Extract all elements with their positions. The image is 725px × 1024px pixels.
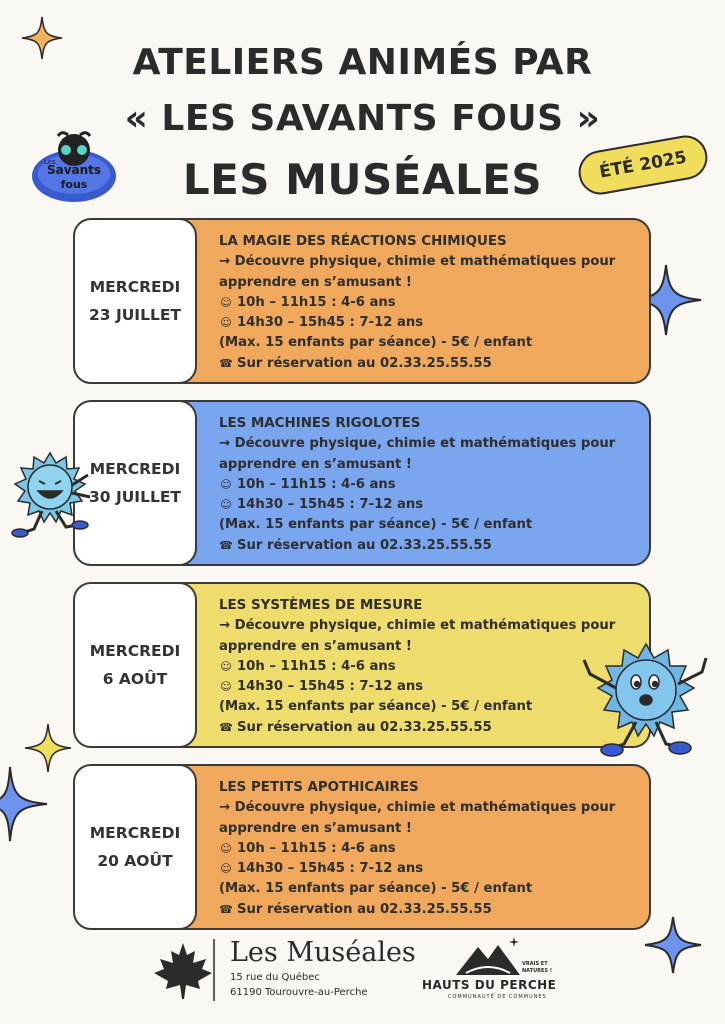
phone-icon: ☎ — [219, 720, 233, 734]
workshop-slot-2: 14h30 – 15h45 : 7-12 ans — [237, 497, 424, 513]
svg-text:Les: Les — [44, 158, 56, 166]
workshop-card-1 — [73, 218, 651, 384]
workshop-description: → Découvre physique, chimie et mathématiques pour apprendre en s’amusant ! — [219, 436, 616, 472]
svg-text:Savants: Savants — [46, 163, 102, 177]
workshop-booking: Sur réservation au 02.33.25.55.55 — [237, 537, 492, 553]
workshop-description: → Découvre physique, chimie et mathématiques pour apprendre en s’amusant ! — [219, 254, 616, 290]
workshop-date-value: 20 AOÛT — [97, 852, 173, 870]
baby-face-icon: ☺ — [220, 295, 232, 309]
workshop-info — [219, 778, 641, 920]
child-face-icon: ☺ — [220, 862, 232, 876]
workshop-description: → Découvre physique, chimie et mathématiques pour apprendre en s’amusant ! — [219, 618, 616, 654]
workshop-booking: Sur réservation au 02.33.25.55.55 — [237, 719, 492, 735]
workshop-day: MERCREDI — [89, 460, 181, 478]
workshop-date-value: 23 JUILLET — [88, 306, 181, 324]
workshop-card-4 — [73, 764, 651, 930]
workshop-date — [73, 218, 197, 384]
workshop-max: (Max. 15 enfants par séance) - 5€ / enfant — [219, 335, 533, 351]
season-badge: ÉTÉ 2025 — [575, 132, 711, 198]
workshop-title: LES SYSTÈMES DE MESURE — [219, 598, 423, 613]
phone-icon: ☎ — [219, 356, 233, 370]
hauts-tagline-1: VRAIS ET — [522, 961, 548, 967]
maple-leaf-icon — [150, 939, 216, 1001]
child-face-icon: ☺ — [220, 316, 232, 330]
baby-face-icon: ☺ — [220, 841, 232, 855]
workshop-date-value: 30 JUILLET — [88, 488, 181, 506]
workshop-slot-1: 10h – 11h15 : 4-6 ans — [237, 840, 396, 856]
workshop-slot-1: 10h – 11h15 : 4-6 ans — [237, 476, 396, 492]
workshop-slot-1: 10h – 11h15 : 4-6 ans — [237, 658, 396, 674]
hauts-subtitle: COMMUNAUTÉ DE COMMUNES — [448, 994, 547, 1000]
workshop-max: (Max. 15 enfants par séance) - 5€ / enfant — [219, 699, 533, 715]
workshop-description: → Découvre physique, chimie et mathématiques pour apprendre en s’amusant ! — [219, 800, 616, 836]
hauts-tagline-2: NATURES ! — [522, 968, 553, 974]
workshop-info — [219, 414, 641, 556]
baby-face-icon: ☺ — [220, 477, 232, 491]
sun-mascot-left — [4, 445, 96, 541]
child-face-icon: ☺ — [220, 680, 232, 694]
workshop-slot-2: 14h30 – 15h45 : 7-12 ans — [237, 679, 424, 695]
baby-face-icon: ☺ — [220, 659, 232, 673]
sparkle-orange-icon — [20, 15, 64, 61]
workshop-slot-2: 14h30 – 15h45 : 7-12 ans — [237, 315, 424, 331]
workshop-title: LA MAGIE DES RÉACTIONS CHIMIQUES — [219, 234, 507, 249]
sun-mascot-right — [574, 640, 714, 768]
workshop-day: MERCREDI — [89, 642, 181, 660]
workshop-date-value: 6 AOÛT — [102, 670, 168, 688]
museales-address-line-2: 61190 Tourouvre-au-Perche — [230, 987, 368, 998]
workshop-date — [73, 582, 197, 748]
museales-logo — [150, 935, 420, 1005]
svg-text:fous: fous — [60, 178, 88, 191]
page-title-line-1: ATELIERS ANIMÉS PAR — [132, 42, 593, 83]
workshop-booking: Sur réservation au 02.33.25.55.55 — [237, 355, 492, 371]
page-title-line-3: LES MUSÉALES — [182, 155, 543, 204]
workshop-title: LES MACHINES RIGOLOTES — [219, 416, 421, 431]
child-face-icon: ☺ — [220, 498, 232, 512]
hauts-name: HAUTS DU PERCHE — [422, 978, 557, 992]
museales-address-line-1: 15 rue du Québec — [230, 972, 320, 983]
workshop-slot-1: 10h – 11h15 : 4-6 ans — [237, 294, 396, 310]
mountains-icon — [454, 935, 524, 977]
workshop-day: MERCREDI — [89, 824, 181, 842]
sparkle-blue-left-icon — [0, 764, 50, 844]
workshop-title: LES PETITS APOTHICAIRES — [219, 780, 419, 795]
workshop-slot-2: 14h30 – 15h45 : 7-12 ans — [237, 861, 424, 877]
sparkle-blue-bottom-icon — [642, 914, 704, 976]
hauts-du-perche-logo — [420, 935, 570, 1005]
page-title-line-2: « LES SAVANTS FOUS » — [124, 98, 601, 139]
museales-name: Les Muséales — [230, 937, 416, 968]
workshop-date — [73, 764, 197, 930]
workshop-booking: Sur réservation au 02.33.25.55.55 — [237, 901, 492, 917]
workshop-day: MERCREDI — [89, 278, 181, 296]
workshop-info — [219, 232, 641, 374]
savants-fous-logo — [28, 128, 118, 206]
workshop-max: (Max. 15 enfants par séance) - 5€ / enfant — [219, 881, 533, 897]
phone-icon: ☎ — [219, 902, 233, 916]
phone-icon: ☎ — [219, 538, 233, 552]
workshop-card-3 — [73, 582, 651, 748]
workshop-max: (Max. 15 enfants par séance) - 5€ / enfant — [219, 517, 533, 533]
workshop-card-2 — [73, 400, 651, 566]
